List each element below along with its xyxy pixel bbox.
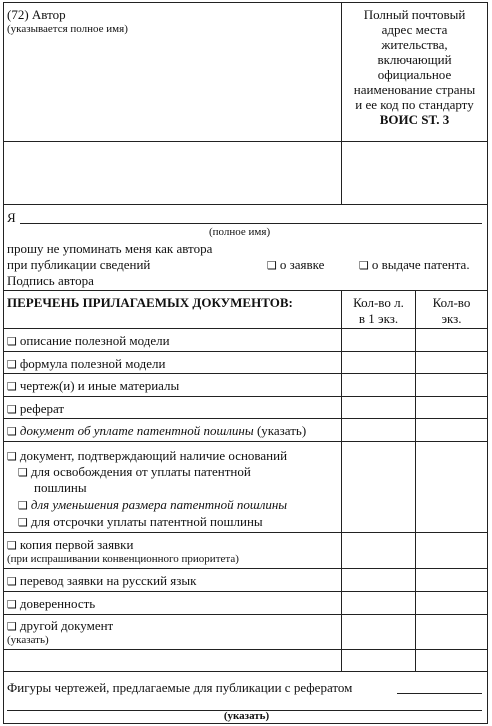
document-item-label[interactable]: ❑ описание полезной модели: [7, 333, 170, 348]
checkbox-icon[interactable]: ❑: [18, 516, 28, 529]
document-item: [4, 397, 487, 419]
document-item-label[interactable]: ❑ перевод заявки на русский язык: [7, 573, 197, 588]
document-item: [4, 615, 487, 650]
documents-title: ПЕРЕЧЕНЬ ПРИЛАГАЕМЫХ ДОКУМЕНТОВ:: [7, 295, 293, 310]
documents-header-row: [4, 291, 487, 329]
document-item-label[interactable]: ❑ чертеж(и) и иные материалы: [7, 378, 180, 393]
checkbox-icon[interactable]: ❑: [359, 259, 369, 272]
checkbox-icon[interactable]: ❑: [7, 598, 17, 611]
document-item-label[interactable]: ❑ другой документ: [7, 618, 114, 633]
checkbox-icon[interactable]: ❑: [7, 335, 17, 348]
checkbox-icon[interactable]: ❑: [7, 539, 17, 552]
option-patent-label: о выдаче патента.: [371, 257, 470, 272]
signature-label: Подпись автора: [7, 273, 94, 288]
checkbox-icon[interactable]: ❑: [267, 259, 277, 272]
figures-row: [4, 672, 487, 723]
document-item: [4, 329, 487, 352]
address-line: адрес места: [381, 22, 448, 37]
checkbox-icon[interactable]: ❑: [7, 380, 17, 393]
document-item: [4, 419, 487, 442]
checkbox-icon[interactable]: ❑: [7, 450, 17, 463]
column-divider: [341, 142, 342, 204]
declaration-i: Я: [7, 210, 16, 225]
sheets-count-header-1: Кол-во л.: [353, 295, 404, 310]
document-item: [4, 442, 487, 533]
address-standard: ВОИС ST. 3: [379, 112, 450, 127]
sheets-count-header-2: в 1 экз.: [358, 311, 399, 326]
full-name-hint: (полное имя): [209, 226, 271, 238]
checkbox-icon[interactable]: ❑: [7, 575, 17, 588]
document-item-label[interactable]: ❑ документ, подтверждающий наличие оснований: [7, 448, 288, 463]
option-application-label: о заявке: [279, 257, 325, 272]
document-item-hint: (указать): [7, 634, 49, 646]
document-item: [4, 533, 487, 569]
checkbox-icon[interactable]: ❑: [18, 466, 28, 479]
document-item-label[interactable]: ❑ формула полезной модели: [7, 356, 166, 371]
document-item-label[interactable]: ❑ реферат: [7, 401, 65, 416]
document-item-empty: [4, 650, 487, 672]
checkbox-icon[interactable]: ❑: [18, 499, 28, 512]
address-line: Полный почтовый: [363, 7, 466, 22]
checkbox-icon[interactable]: ❑: [7, 425, 17, 438]
document-item: [4, 592, 487, 615]
declaration-line1: прошу не упоминать меня как автора: [7, 241, 213, 256]
declaration-row: [4, 205, 487, 291]
address-requirement: [342, 7, 487, 127]
sub-item[interactable]: ❑ для уменьшения размера патентной пошлины: [18, 497, 288, 512]
option-patent[interactable]: [359, 257, 470, 273]
checkbox-icon[interactable]: ❑: [7, 620, 17, 633]
copies-count-header-2: экз.: [441, 311, 462, 326]
figures-field[interactable]: [397, 693, 482, 694]
checkbox-icon[interactable]: ❑: [7, 403, 17, 416]
address-line: жительства,: [381, 37, 448, 52]
document-item: [4, 352, 487, 374]
address-line: и ее код по стандарту: [355, 97, 474, 112]
author-form: [3, 2, 488, 724]
declaration-line2: при публикации сведений: [7, 257, 151, 272]
full-name-field[interactable]: [20, 223, 482, 224]
address-line: официальное: [377, 67, 452, 82]
document-item-label[interactable]: ❑ копия первой заявки: [7, 537, 134, 552]
sub-item-continuation: пошлины: [34, 480, 87, 495]
copies-count-header-1: Кол-во: [432, 295, 471, 310]
document-item-hint: (при испрашивании конвенционного приоритета): [7, 553, 239, 565]
option-application[interactable]: [267, 257, 324, 273]
checkbox-icon[interactable]: ❑: [7, 358, 17, 371]
document-item: [4, 374, 487, 397]
address-line: включающий: [377, 52, 452, 67]
figures-hint: (указать): [223, 710, 270, 722]
sub-item[interactable]: ❑ для освобождения от уплаты патентной: [18, 464, 251, 479]
author-title: (72) Автор: [7, 7, 66, 22]
author-hint: (указывается полное имя): [7, 23, 128, 35]
author-header-row: [4, 3, 487, 142]
author-entry-row: [4, 142, 487, 205]
document-item-label[interactable]: ❑ доверенность: [7, 596, 96, 611]
figures-label: Фигуры чертежей, предлагаемые для публикации с рефератом: [7, 680, 353, 695]
address-line: наименование страны: [353, 82, 476, 97]
sub-item[interactable]: ❑ для отсрочки уплаты патентной пошлины: [18, 514, 263, 529]
document-item: [4, 569, 487, 592]
document-item-label[interactable]: ❑ документ об уплате патентной пошлины (указать): [7, 423, 307, 438]
